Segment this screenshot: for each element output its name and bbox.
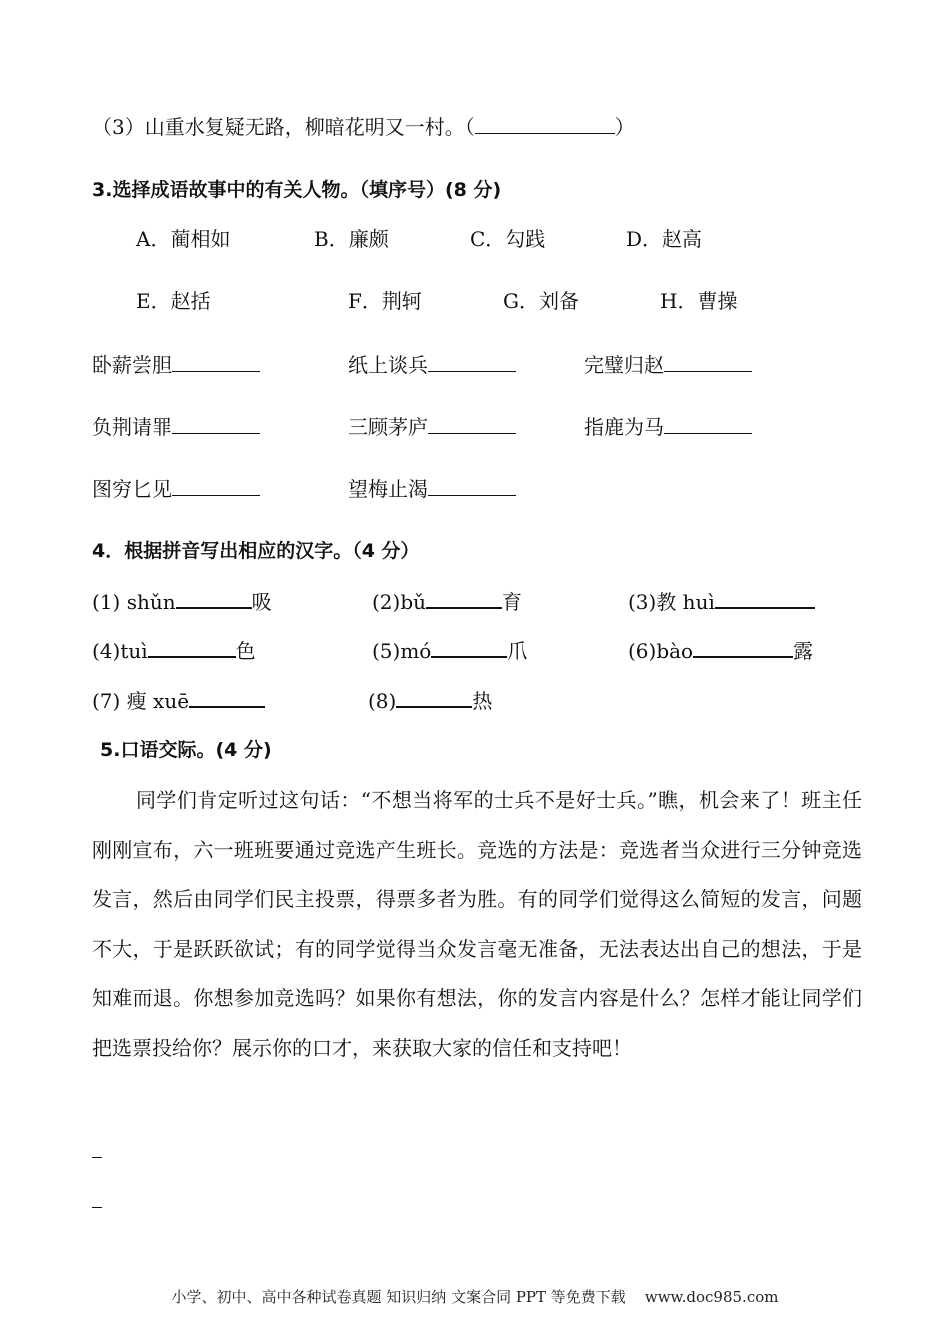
pinyin-label: (6)bào xyxy=(628,639,694,663)
idiom-label: 望梅止渴 xyxy=(348,477,428,501)
pinyin-label: (2)bǔ xyxy=(372,590,427,614)
q2-item-3-text: （3）山重水复疑无路，柳暗花明又一村。（ xyxy=(92,115,475,139)
answer-blank[interactable] xyxy=(715,589,815,609)
footer-url[interactable]: www.doc985.com xyxy=(644,1288,779,1306)
pinyin-item xyxy=(372,638,527,664)
idiom-label: 指鹿为马 xyxy=(584,415,664,439)
pinyin-label: (7) 瘦 xuē xyxy=(92,689,190,713)
answer-blank[interactable] xyxy=(172,415,260,434)
idiom-label: 三顾茅庐 xyxy=(348,415,428,439)
q5-title: 5.口语交际。(4 分) xyxy=(100,739,272,761)
q3-option: B．廉颇 xyxy=(314,227,389,251)
q4-title: 4．根据拼音写出相应的汉字。（4 分） xyxy=(92,540,420,562)
q5-passage xyxy=(92,776,862,1073)
pinyin-item xyxy=(628,638,813,664)
pinyin-suffix: 热 xyxy=(472,689,493,713)
pinyin-item xyxy=(628,589,815,615)
q2-item-3 xyxy=(92,114,635,140)
q3-option: C．勾践 xyxy=(470,227,546,251)
footer-text: 小学、初中、高中各种试卷真题 知识归纳 文案合同 PPT 等免费下载 xyxy=(171,1288,626,1306)
answer-blank[interactable] xyxy=(431,638,507,658)
q3-idiom-row xyxy=(92,352,260,378)
answer-blank[interactable] xyxy=(172,353,260,372)
q3-option: E．赵括 xyxy=(136,289,211,313)
q2-item-3-close: ） xyxy=(614,115,635,139)
pinyin-suffix: 吸 xyxy=(251,590,272,614)
answer-blank[interactable] xyxy=(189,688,265,708)
answer-blank[interactable] xyxy=(428,353,516,372)
q3-idiom-row xyxy=(584,414,752,440)
pinyin-label: (4)tuì xyxy=(92,639,148,663)
pinyin-item xyxy=(372,589,522,615)
answer-blank[interactable] xyxy=(475,115,615,134)
answer-line[interactable] xyxy=(92,1207,102,1208)
pinyin-label: (1) shǔn xyxy=(92,590,176,614)
q3-option: F．荆轲 xyxy=(348,289,422,313)
answer-blank[interactable] xyxy=(396,688,472,708)
q3-idiom-row xyxy=(348,352,516,378)
pinyin-item xyxy=(92,688,265,714)
q3-option: H．曹操 xyxy=(660,289,738,313)
q3-option: A．蔺相如 xyxy=(136,227,231,251)
pinyin-suffix: 色 xyxy=(235,639,256,663)
answer-blank[interactable] xyxy=(426,589,502,609)
q5-paragraph: 同学们肯定听过这句话：“不想当将军的士兵不是好士兵。”瞧，机会来了！班主任刚刚宣布，六一班班要通过竞选产生班长。竞选的方法是：竞选者当众进行三分钟竞选发言，然后由同学们民主投票，得票多者为胜。有的同学们觉得这么简短的发言，问题不大，于是跃跃欲试；有的同学觉得当众发言毫无准备，无法表达出自己的想法，于是知难而退。你想参加竞选吗？如果你有想法，你的发言内容是什么？怎样才能让同学们把选票投给你？展示你的口才，来获取大家的信任和支持吧！ xyxy=(92,788,862,1060)
q3-idiom-row xyxy=(92,476,260,502)
pinyin-item xyxy=(92,589,272,615)
q3-option: G．刘备 xyxy=(503,289,579,313)
pinyin-suffix: 爪 xyxy=(507,639,528,663)
pinyin-item xyxy=(368,688,492,714)
q3-option: D．赵高 xyxy=(626,227,703,251)
answer-blank[interactable] xyxy=(176,589,252,609)
answer-blank[interactable] xyxy=(664,353,752,372)
answer-blank[interactable] xyxy=(428,415,516,434)
pinyin-label: (5)mó xyxy=(372,639,432,663)
pinyin-suffix: 育 xyxy=(502,590,523,614)
q3-idiom-row xyxy=(348,476,516,502)
q3-idiom-row xyxy=(92,414,260,440)
idiom-label: 完璧归赵 xyxy=(584,353,664,377)
answer-blank[interactable] xyxy=(428,477,516,496)
q3-title: 3.选择成语故事中的有关人物。（填序号）(8 分) xyxy=(92,179,502,201)
q3-idiom-row xyxy=(584,352,752,378)
pinyin-label: (8) xyxy=(368,689,397,713)
q3-idiom-row xyxy=(348,414,516,440)
pinyin-label: (3)教 huì xyxy=(628,590,715,614)
pinyin-item xyxy=(92,638,256,664)
idiom-label: 负荆请罪 xyxy=(92,415,172,439)
idiom-label: 卧薪尝胆 xyxy=(92,353,172,377)
answer-blank[interactable] xyxy=(693,638,793,658)
answer-blank[interactable] xyxy=(148,638,236,658)
page-footer xyxy=(0,1286,950,1307)
answer-blank[interactable] xyxy=(172,477,260,496)
idiom-label: 图穷匕见 xyxy=(92,477,172,501)
answer-line[interactable] xyxy=(92,1157,102,1158)
idiom-label: 纸上谈兵 xyxy=(348,353,428,377)
pinyin-suffix: 露 xyxy=(793,639,814,663)
answer-blank[interactable] xyxy=(664,415,752,434)
